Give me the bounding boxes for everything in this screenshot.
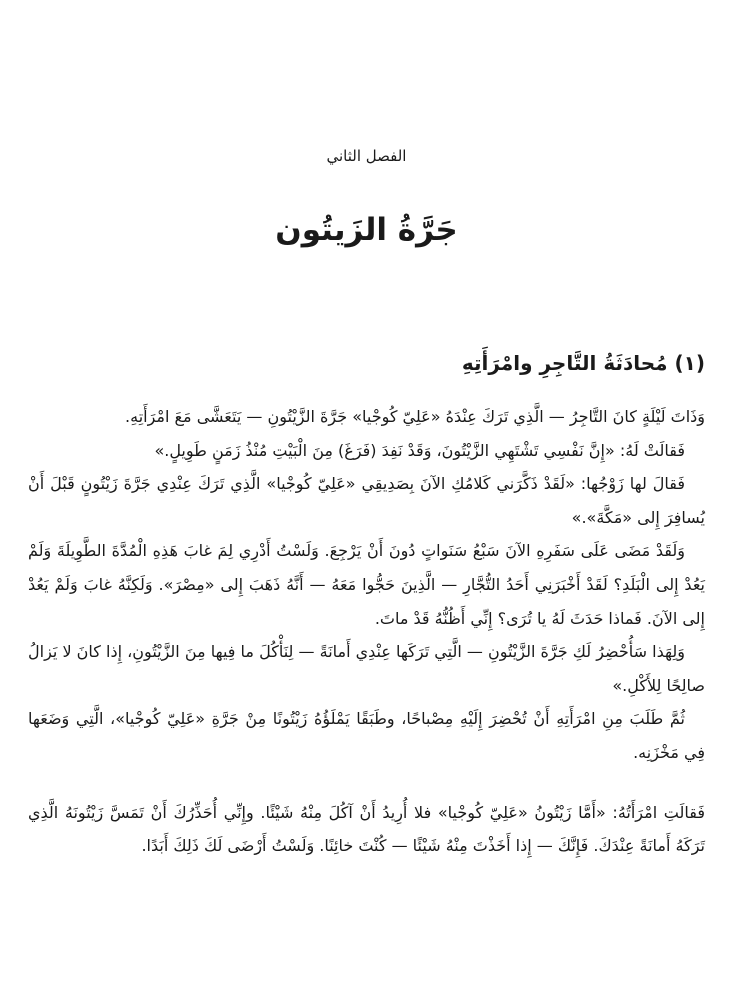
paragraph: فَقالَتِ امْرَأَتُهُ: «أَمَّا زَيْتُونُ «عَلِيّ كُوجْيا» فلا أُرِيدُ أَنْ آكُلَ مِنْهُ شَيْئًا. وإِنِّي أُحَذِّرُكَ أَنْ تَمَسَّ زَيْتُونَهُ الَّذِي تَرَكَهُ أَمانَةً عِنْدَكَ. فَإِنَّكَ — إِذا أَخَذْتَ مِنْهُ شَيْئًا — كُنْتَ خائِنًا. وَلَسْتُ أَرْضَى لَكَ ذَلِكَ أَبَدًا. [28, 802, 705, 856]
paragraph: وَذَاتَ لَيْلَةٍ كانَ التَّاجِرُ — الَّذِي تَرَكَ عِنْدَهُ «عَلِيّ كُوجْيا» جَرَّةَ الزَّيْتُونِ — يَتَعَشَّى مَعَ امْرَأَتِهِ. [125, 407, 705, 426]
section-heading: (١) مُحادَثَةُ التَّاجِرِ وامْرَأَتِهِ [461, 351, 705, 375]
body-text [28, 400, 705, 863]
chapter-label: الفصل الثاني [326, 147, 407, 165]
paragraph: وَلَقَدْ مَضَى عَلَى سَفَرِهِ الآنَ سَبْعُ سَنَواتٍ دُونَ أَنْ يَرْجِعَ. وَلَسْتُ أَدْرِي لِمَ غابَ هَذِهِ الْمُدَّةَ الطَّوِيلَةَ وَلَمْ يَعُدْ إِلى الْبَلَدِ؟ لَقَدْ أَخْبَرَنِي أَحَدُ التُّجَّارِ — الَّذِينَ حَجُّوا مَعَهُ — أَنَّهُ ذَهَبَ إِلى «مِصْرَ». وَلَكِنَّهُ غابَ وَلَمْ يَعُدْ إِلى الآنَ. فَماذا حَدَثَ لَهُ يا تُرَى؟ إِنِّي أَظُنُّهُ قَدْ ماتَ. [28, 541, 705, 628]
paragraph: فَقالَتْ لَهُ: «إِنَّ نَفْسِي تَشْتَهِي الزَّيْتُونَ، وَقَدْ نَفِدَ (فَرَغَ) مِنَ الْبَيْتِ مُنْذُ زَمَنٍ طَوِيلٍ.» [154, 440, 685, 460]
paragraph: وَلِهَذا سَأُحْضِرُ لَكِ جَرَّةَ الزَّيْتُونِ — الَّتِي تَرَكَها عِنْدِي أَمانَةً — لِنَأْكُلَ ما فِيها مِنَ الزَّيْتُونِ، إِذا كانَ لا يَزالُ صالِحًا لِلأَكْلِ.» [28, 642, 705, 695]
chapter-title: جَرَّةُ الزَيتُون [275, 212, 458, 248]
paragraph: ثُمَّ طَلَبَ مِنِ امْرَأَتِهِ أَنْ تُحْضِرَ إِلَيْهِ مِصْباحًا، وطَبَقًا يَمْلَؤُهُ زَيْتُونًا مِنْ جَرَّةِ «عَلِيّ كُوجْيا»، الَّتِي وَضَعَها فِي مَخْزَنِه. [28, 709, 705, 762]
paragraph: فَقالَ لها زَوْجُها: «لَقَدْ ذَكَّرَني كَلامُكِ الآنَ بِصَدِيقِي «عَلِيّ كُوجْيا» الَّذِي تَرَكَ عِنْدِي جَرَّةَ زَيْتُونٍ قَبْلَ أَنْ يُسافِرَ إِلى «مَكَّةَ».» [28, 474, 705, 527]
